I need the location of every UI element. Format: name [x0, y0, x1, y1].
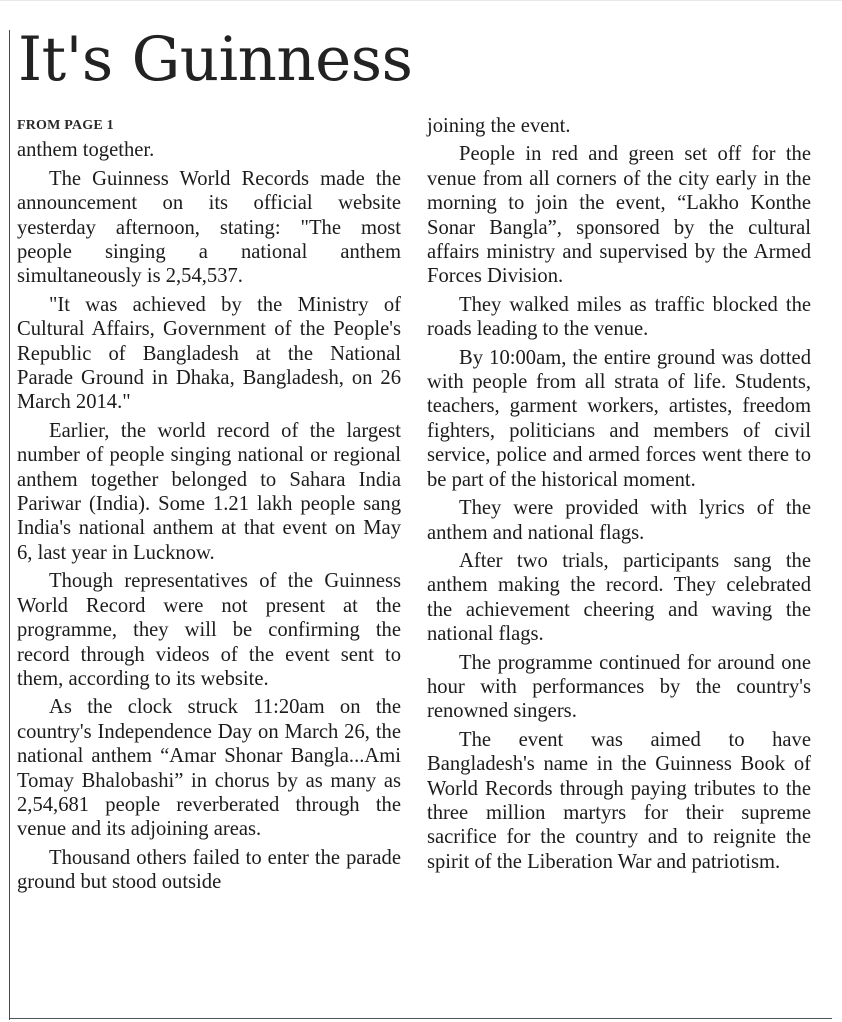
paragraph: They walked miles as traffic blocked the roads leading to the venue. [427, 293, 811, 341]
paragraph: The programme continued for around one hour with performances by the country's renowned singers. [427, 651, 811, 723]
top-divider [0, 0, 842, 1]
paragraph: The event was aimed to have Bangladesh's name in the Guinness Book of World Records through paying tributes to the three million martyrs for their supreme sacrifice for the country and to reignite the spirit of the Liberation War and patriotism. [427, 728, 811, 873]
paragraph: As the clock struck 11:20am on the country's Independence Day on March 26, the national anthem “Amar Shonar Bangla...Ami Tomay Bhalobashi” in chorus by as many as 2,54,681 people reverberated through the venue and its adjoining areas. [17, 696, 401, 841]
paragraph: Earlier, the world record of the largest number of people singing national or regional anthem together belonged to Sahara India Pariwar (India). Some 1.21 lakh people sang India's national anthem at that event on May 6, last year in Lucknow. [17, 419, 401, 564]
left-column-rule [9, 30, 10, 1020]
paragraph: By 10:00am, the entire ground was dotted with people from all strata of life. Students, teachers, garment workers, artistes, freedom fighters, politicians and members of civil service, police and armed forces went there to be part of the historical moment. [427, 346, 811, 491]
paragraph: Thousand others failed to enter the parade ground but stood outside [17, 846, 401, 894]
paragraph: The Guinness World Records made the announcement on its official website yesterday afternoon, stating: "The most people singing a national anthem simultaneously is 2,54,537. [17, 167, 401, 288]
paragraph-continuation: anthem together. [17, 139, 155, 162]
article-headline: It's Guinness [18, 24, 413, 95]
paragraph: After two trials, participants sang the anthem making the record. They celebrated the achievement cheering and waving the national flags. [427, 549, 811, 646]
paragraph: People in red and green set off for the venue from all corners of the city early in the morning to join the event, “Lakho Konthe Sonar Bangla”, sponsored by the cultural affairs ministry and supervised by the Armed Forces Division. [427, 143, 811, 288]
paragraph: "It was achieved by the Ministry of Cultural Affairs, Government of the People's Republic of Bangladesh at the National Parade Ground in Dhaka, Bangladesh, on 26 March 2014." [17, 293, 401, 414]
paragraph: Though representatives of the Guinness World Record were not present at the programme, they will be confirming the record through videos of the event sent to them, according to its website. [17, 570, 401, 690]
bottom-divider [10, 1018, 832, 1019]
article-column-2 [427, 114, 811, 878]
article-column-1 [17, 114, 401, 899]
jump-line: FROM PAGE 1 [17, 118, 114, 133]
paragraph: They were provided with lyrics of the anthem and national flags. [427, 497, 811, 544]
paragraph-continuation: joining the event. [427, 115, 571, 137]
